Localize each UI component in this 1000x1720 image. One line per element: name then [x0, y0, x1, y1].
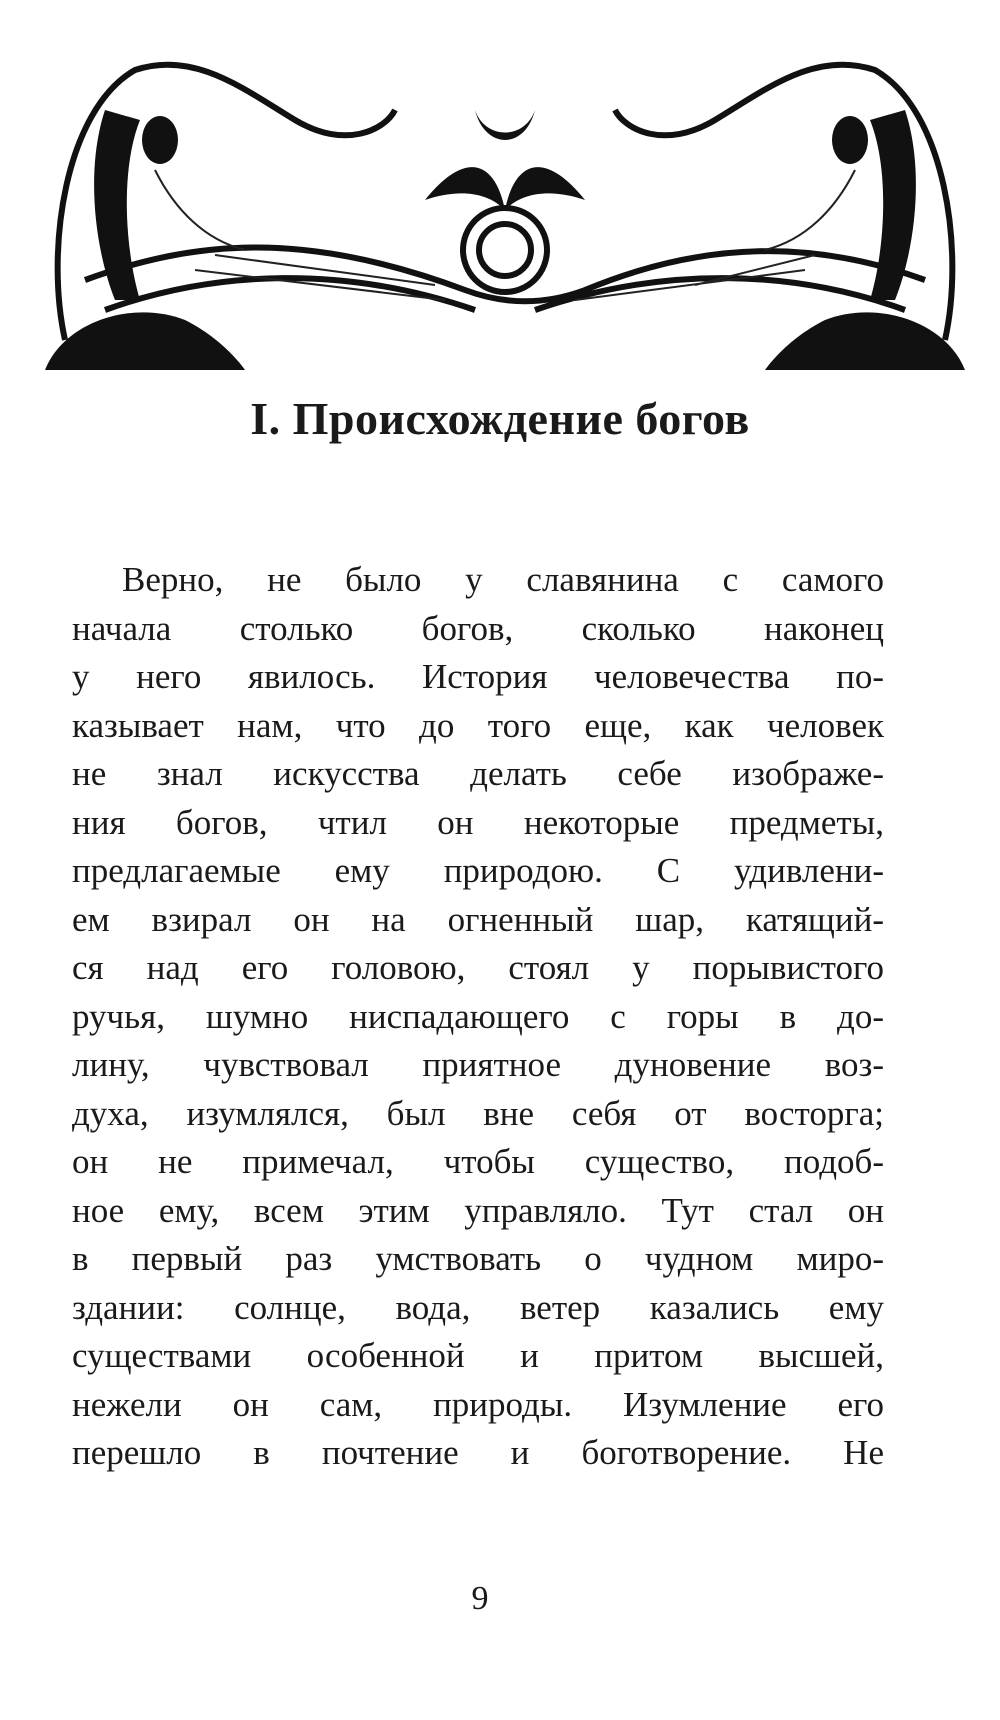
text-line: не знал искусства делать себе изображе-: [72, 754, 884, 793]
text-line: он не примечал, чтобы существо, подоб-: [72, 1142, 884, 1181]
mermaid-headpiece-ornament: [45, 50, 965, 370]
body-paragraph: [72, 556, 884, 1478]
text-line: ния богов, чтил он некоторые предметы,: [72, 802, 884, 842]
text-line: перешло в почтение и боготворение. Не: [72, 1433, 884, 1472]
text-line: у него явилось. История человечества по-: [72, 657, 884, 696]
text-line: здании: солнце, вода, ветер казались ему: [72, 1287, 884, 1327]
text-line: существами особенной и притом высшей,: [72, 1336, 884, 1375]
text-line: нежели он сам, природы. Изумление его: [72, 1384, 884, 1424]
text-line: ное ему, всем этим управляло. Тут стал он: [72, 1190, 884, 1230]
text-line: лину, чувствовал приятное дуновение воз-: [72, 1045, 884, 1084]
text-line: начала столько богов, сколько наконец: [72, 608, 884, 648]
text-line: казывает нам, что до того еще, как человек: [72, 705, 884, 745]
page-number: 9: [471, 1580, 489, 1617]
text-line: ем взирал он на огненный шар, катящий-: [72, 899, 884, 939]
text-line: предлагаемые ему природою. С удивлени-: [72, 851, 884, 890]
text-line: в первый раз умствовать о чудном миро-: [72, 1239, 884, 1278]
chapter-title: I. Происхождение богов: [250, 393, 750, 444]
text-line: духа, изумлялся, был вне себя от восторга;: [72, 1093, 884, 1133]
text-line: Верно, не было у славянина с самого: [122, 560, 884, 599]
text-line: ручья, шумно ниспадающего с горы в до-: [72, 996, 884, 1036]
text-line: ся над его головою, стоял у порывистого: [72, 948, 884, 987]
